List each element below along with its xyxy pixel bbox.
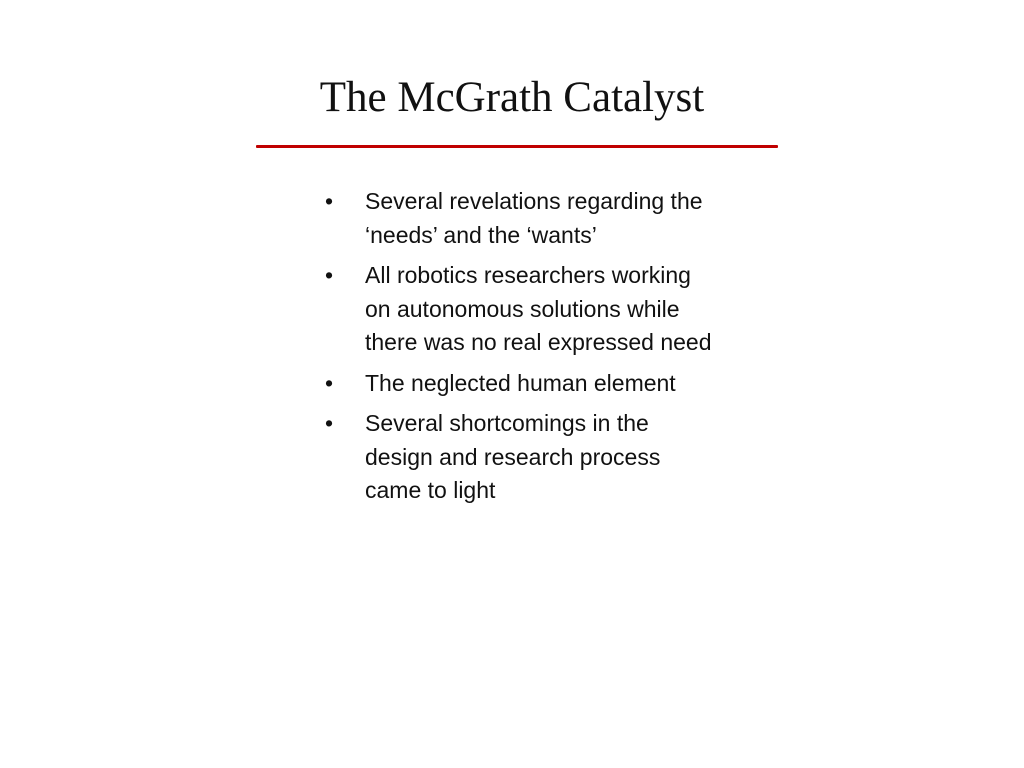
title-underline xyxy=(256,145,778,148)
bullet-item xyxy=(322,407,722,508)
bullet-text: Several revelations regarding the ‘needs’ and the ‘wants’ xyxy=(365,188,703,248)
bullet-text: The neglected human element xyxy=(365,369,676,396)
bullet-icon: • xyxy=(325,188,334,214)
bullet-item xyxy=(322,259,722,360)
bullet-icon: • xyxy=(325,410,334,436)
bullet-item xyxy=(322,185,722,252)
bullet-icon: • xyxy=(325,262,334,288)
bullet-item xyxy=(322,367,722,401)
bullet-list xyxy=(322,185,722,515)
bullet-text: Several shortcomings in the design and research process came to light xyxy=(365,410,661,503)
bullet-icon: • xyxy=(325,369,334,396)
bullet-text: All robotics researchers working on autonomous solutions while there was no real expressed need xyxy=(365,262,712,355)
slide-title: The McGrath Catalyst xyxy=(319,74,705,121)
